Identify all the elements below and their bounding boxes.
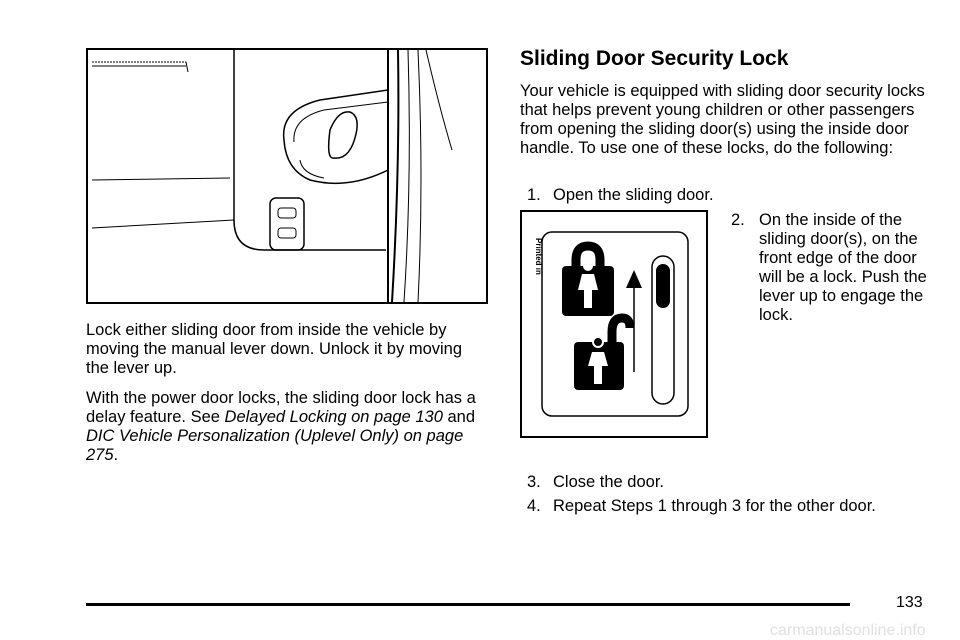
- watermark: carmanualsonline.info: [770, 622, 926, 639]
- page-number: 133: [896, 594, 923, 611]
- step-number: 3.: [527, 473, 541, 491]
- step-number: 4.: [527, 497, 541, 515]
- step-text: Repeat Steps 1 through 3 for the other door.: [553, 497, 876, 515]
- step-2: [731, 211, 931, 325]
- step-4: [527, 497, 876, 516]
- footer-rule: [86, 603, 850, 606]
- door-lock-lever-icon: [88, 50, 486, 302]
- delay-feature-text: With the power door locks, the sliding door lock has a delay feature. See: [86, 389, 476, 426]
- and-text: and: [447, 408, 475, 426]
- lock-lever-paragraph: Lock either sliding door from inside the vehicle by moving the manual lever down. Unlock it by moving the lever up.: [86, 321, 463, 377]
- dic-personalization-link[interactable]: DIC Vehicle Personalization (Uplevel Only) on page 275: [86, 427, 464, 464]
- intro-paragraph: Your vehicle is equipped with sliding door security locks that helps prevent young children or other passengers from opening the sliding door(s) using the inside door handle. To use one of these locks, do the following:: [520, 82, 925, 157]
- step-text: On the inside of the sliding door(s), on the front edge of the door will be a lock. Push the lever up to engage the lock.: [759, 211, 927, 324]
- door-lock-lever-figure: [86, 48, 488, 304]
- step-number: 1.: [527, 186, 541, 204]
- printed-in-label: Printed in: [534, 238, 543, 275]
- section-heading: Sliding Door Security Lock: [520, 47, 789, 70]
- step-number: 2.: [731, 211, 745, 229]
- child-lock-figure: [520, 210, 708, 438]
- period-text: .: [113, 446, 119, 464]
- step-1: [527, 186, 714, 205]
- delayed-locking-link[interactable]: Delayed Locking on page 130: [224, 408, 443, 426]
- step-text: Close the door.: [553, 473, 664, 491]
- delay-feature-paragraph: [86, 389, 486, 465]
- child-lock-icon: [522, 212, 706, 436]
- step-text: Open the sliding door.: [553, 186, 714, 204]
- step-3: [527, 473, 664, 492]
